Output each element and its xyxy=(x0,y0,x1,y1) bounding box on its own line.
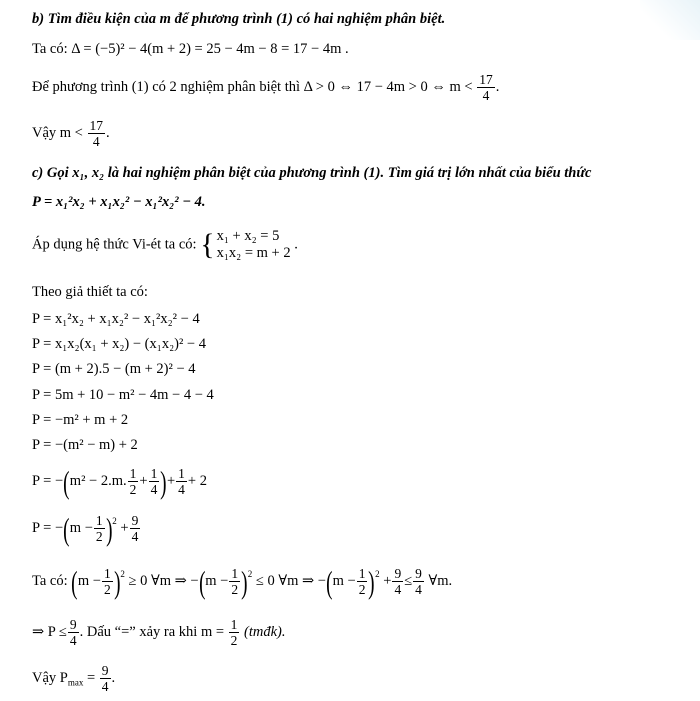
fraction: $\frac{17}{4}$ xyxy=(479,72,493,103)
corner-decoration xyxy=(640,0,700,40)
part-c-heading: c) Gọi x₁, x₂ là hai nghiệm phân biệt của phương trình (1). Tìm giá trị lớn nhất của biểu thức xyxy=(32,165,592,181)
brace-icon: { xyxy=(200,228,215,261)
inequality-line: Ta có: (m − $\frac{1}{2}$ )$^2$ ≥ 0 ∀m ⇒ −(m − $\frac{1}{2}$ )$^2$ ≤ 0 ∀m ⇒ −(m − $\frac{1}{2}$ )$^2$ + $\frac{9}{4}$ ≤ $\frac{9}{4}$ ∀m. xyxy=(32,563,453,600)
max-line: ⇒ P ≤ $\frac{9}{4}$ . Dấu “=” xảy ra khi m = $\frac{1}{2}$ (tmđk). xyxy=(32,617,286,648)
fraction: $\frac{1}{4}$ xyxy=(150,466,158,497)
part-b-condition: Để phương trình (1) có 2 nghiệm phân biệt thì Δ > 0 ⇔ 17 − 4m > 0 ⇔ m < $\frac{17}{4}$ . xyxy=(32,72,500,103)
step-4: P = 5m + 10 − m² − 4m − 4 − 4 xyxy=(32,387,214,403)
final-conclusion: Vậy $P_{max}$ = $\frac{9}{4}$ . xyxy=(32,663,116,694)
fraction: $\frac{1}{4}$ xyxy=(178,466,185,497)
part-b-conclusion: Vậy m < $\frac{17}{4}$ . xyxy=(32,118,110,149)
step-5: P = −m² + m + 2 xyxy=(32,412,129,428)
step-1: P = x₁²x₂ + x₁x₂² − x₁²x₂² − 4 xyxy=(32,311,200,327)
step-8: P = −(m − $\frac{1}{2}$ )$^2$ + $\frac{9}{4}$ xyxy=(32,510,139,547)
given-text: Theo giả thiết ta có: xyxy=(32,284,148,300)
step-2: P = x₁x₂(x₁ + x₂) − (x₁x₂)² − 4 xyxy=(32,336,206,352)
step-6: P = −(m² − m) + 2 xyxy=(32,437,138,453)
part-b-heading: b) Tìm điều kiện của m để phương trình (1) có hai nghiệm phân biệt. xyxy=(32,11,446,27)
fraction: $\frac{17}{4}$ xyxy=(89,118,103,149)
fraction: $\frac{9}{4}$ xyxy=(131,513,139,544)
step-7: P = −(m² − 2.m. $\frac{1}{2}$ + $\frac{1}{4}$ )+ $\frac{1}{4}$ + 2 xyxy=(32,463,207,500)
step-3: P = (m + 2).5 − (m + 2)² − 4 xyxy=(32,361,196,377)
part-b-delta: Ta có: Δ = (−5)² − 4(m + 2) = 25 − 4m − 8 = 17 − 4m . xyxy=(32,41,349,57)
part-c-expression: P = x₁²x₂ + x₁x₂² − x₁²x₂² − 4. xyxy=(32,194,206,210)
vieta-system: x₁ + x₂ = 5 x₁x₂ = m + 2 xyxy=(216,228,291,261)
vieta-line: Áp dụng hệ thức Vi-ét ta có: { x₁ + x₂ = 5 x₁x₂ = m + 2 . xyxy=(32,228,298,261)
fraction: $\frac{1}{2}$ xyxy=(129,466,137,497)
fraction: $\frac{1}{2}$ xyxy=(95,513,103,544)
